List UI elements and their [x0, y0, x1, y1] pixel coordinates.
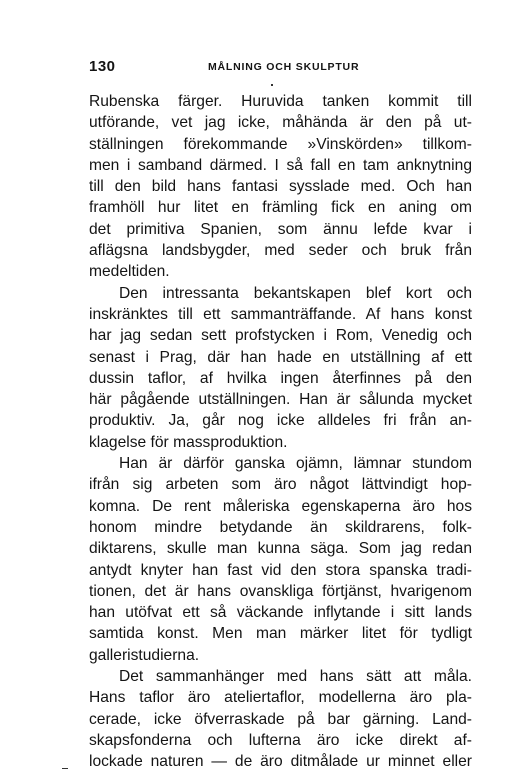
- text-line: cerade, icke öfverraskade på bar gärning. Land-: [89, 710, 472, 728]
- text-line: galleristudierna.: [89, 646, 200, 664]
- page-number: 130: [89, 58, 116, 75]
- paragraph: [89, 666, 472, 772]
- page-header: [89, 58, 471, 76]
- text-line: Den intressanta bekantskapen blef kort och: [119, 284, 472, 302]
- text-line: samtida konst. Men man märker litet för tydligt: [89, 625, 472, 643]
- text-line: antydt knyter han fast vid den stora spanska tradi-: [89, 561, 472, 579]
- paragraph: [89, 283, 472, 453]
- text-line: produktiv. Ja, går nog icke alldeles fri från an-: [89, 412, 472, 430]
- text-line: Det sammanhänger med hans sätt att måla.: [119, 668, 472, 686]
- text-line: diktarens, skulle man kunna säga. Som jag redan: [89, 540, 472, 558]
- text-line: det primitiva Spanien, som ännu lefde kvar i: [89, 220, 472, 238]
- paragraph: [89, 91, 472, 283]
- print-speck: [271, 84, 273, 86]
- text-line: ställningen förekommande »Vinskörden» tillkom-: [89, 135, 472, 153]
- text-line: ifrån sig arbeten som äro något lättvindigt hop-: [89, 476, 472, 494]
- text-line: Han är därför ganska ojämn, lämnar stundom: [119, 455, 472, 473]
- text-line: men i samband därmed. I så fall en tam anknytning: [89, 156, 472, 174]
- text-line: framhöll hur litet en främling fick en aning om: [89, 199, 472, 217]
- print-speck: [62, 768, 68, 769]
- text-line: medeltiden.: [89, 263, 170, 281]
- text-line: utförande, vet jag icke, måhända är den på ut-: [89, 114, 472, 132]
- text-line: senast i Prag, där han hade en utställning af ett: [89, 348, 472, 366]
- text-line: Hans taflor äro ateliertaflor, modellerna äro pla-: [89, 689, 472, 707]
- text-line: skapsfonderna och lufterna äro icke direkt af-: [89, 731, 472, 749]
- text-line: lockade naturen — de äro ditmålade ur minnet eller: [89, 753, 472, 771]
- text-line: till den bild hans fantasi sysslade med. Och han: [89, 178, 472, 196]
- text-line: dussin taflor, af hvilka ingen återfinnes på den: [89, 369, 472, 387]
- paragraph: [89, 453, 472, 666]
- text-line: här pågående utställningen. Han är sålunda mycket: [89, 391, 472, 409]
- text-line: tionen, det är hans ovanskliga förtjänst, hvarigenom: [89, 582, 472, 600]
- text-line: honom mindre betydande än skildrarens, folk-: [89, 518, 472, 536]
- text-line: Rubenska färger. Huruvida tanken kommit till: [89, 93, 472, 110]
- text-line: aflägsna landsbygder, med seder och bruk från: [89, 242, 472, 260]
- text-line: har jag sedan sett profstycken i Rom, Venedig och: [89, 327, 472, 345]
- text-line: komna. De rent måleriska egenskaperna äro hos: [89, 497, 472, 515]
- text-line: han utöfvat ett så väckande inflytande i sitt lands: [89, 604, 472, 622]
- text-line: klagelse för massproduktion.: [89, 433, 288, 451]
- running-head: MÅLNING OCH SKULPTUR: [208, 61, 360, 73]
- text-line: inskränktes till ett sammanträffande. Af hans konst: [89, 305, 472, 323]
- body-text: [89, 91, 472, 773]
